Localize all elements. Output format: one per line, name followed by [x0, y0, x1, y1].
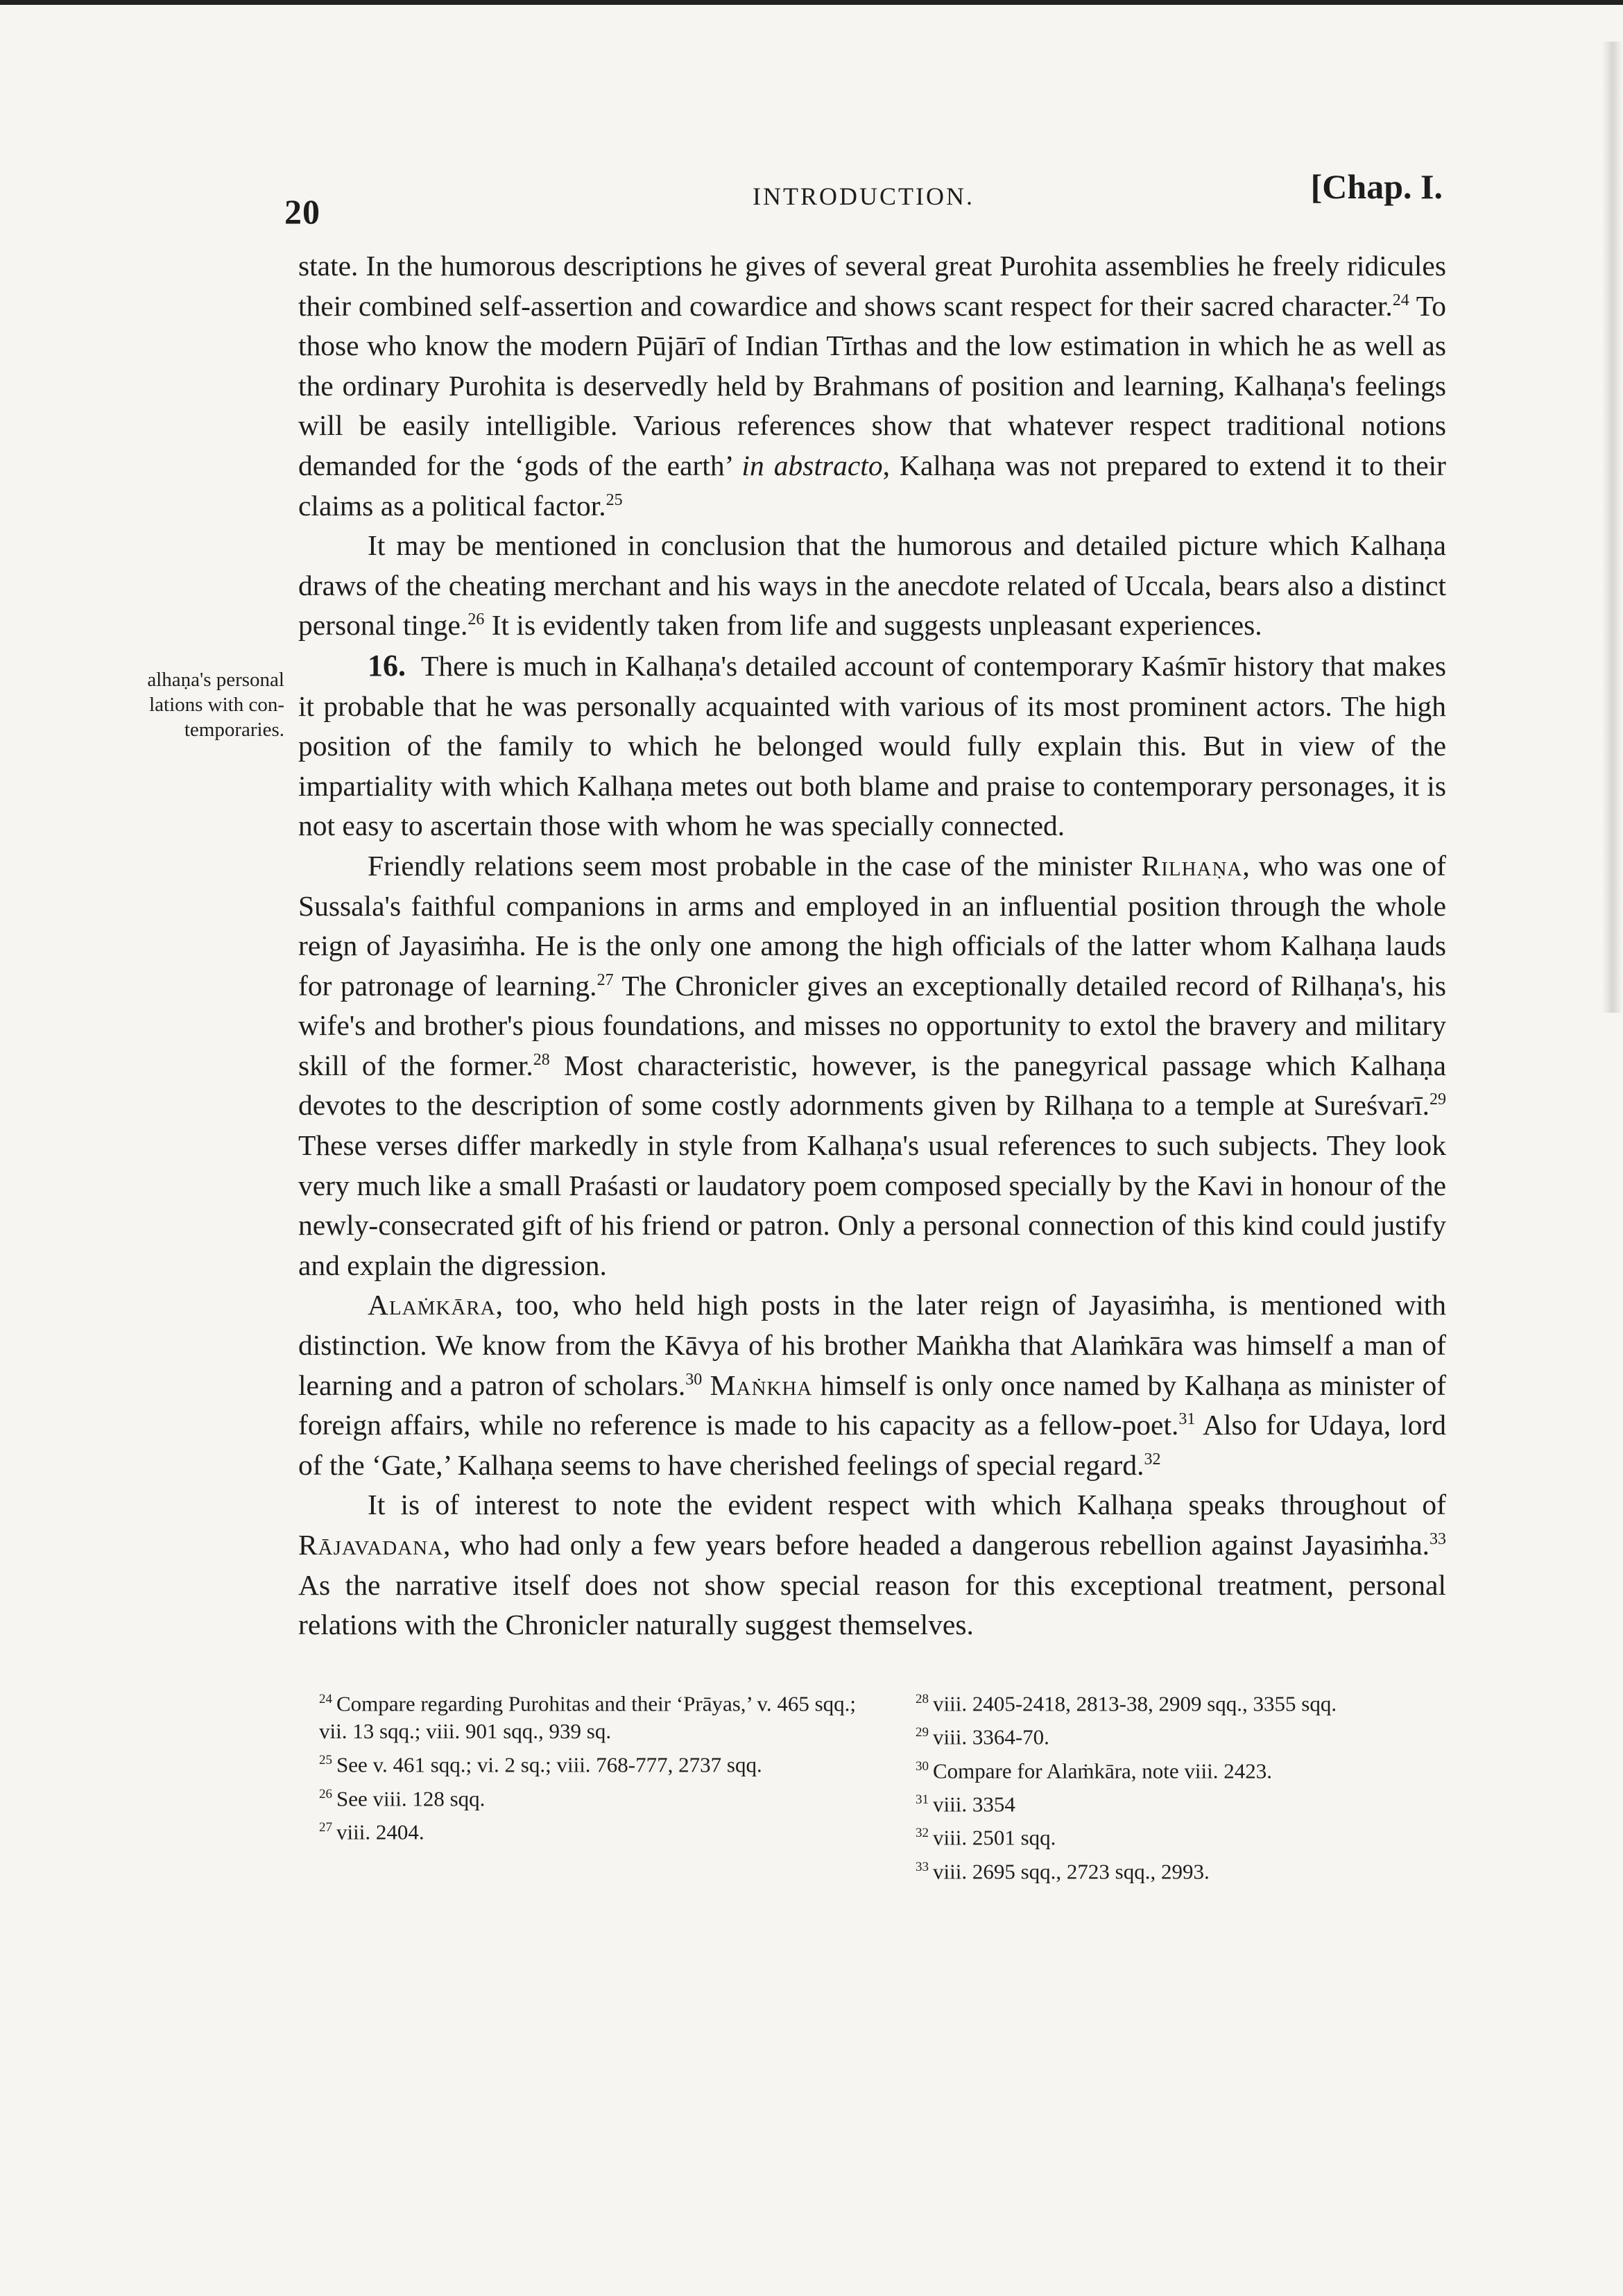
- section-number: 16.: [368, 648, 406, 683]
- footnote: $^{24}$ Compare regarding Purohitas and their ‘Prāyas,’ v. 465 sqq.; vii. 13 sqq.; viii. 901 sqq., 939 sq.: [319, 1691, 856, 1744]
- body-text: [298, 246, 1446, 1645]
- paragraph: It may be mentioned in conclusion that the humorous and detailed picture which Kalhaṇa draws of the cheating merchant and his ways in the anecdote related of Uccala, bears also a distinct personal tinge.$^{26}$ It is evidently taken from life and suggests unpleasant experiences.: [298, 529, 1446, 642]
- paragraph: Alaṁkāra, too, who held high posts in the later reign of Jayasiṁha, is mentioned with distinction. We know from the Kāvya of his brother Maṅkha that Alaṁkāra was himself a man of learning and a patron of scholars.$^{30}$ Maṅkha himself is only once named by Kalhaṇa as minister of foreign affairs, while no reference is made to his capacity as a fellow-poet.$^{31}$ Also for Udaya, lord of the ‘Gate,’ Kalhaṇa seems to have cherished feelings of special regard.$^{32}$: [298, 1289, 1447, 1481]
- footnote: $^{28}$ viii. 2405-2418, 2813-38, 2909 sqq., 3355 sqq.: [916, 1691, 1337, 1716]
- footnote: $^{33}$ viii. 2695 sqq., 2723 sqq., 2993.: [916, 1858, 1210, 1883]
- footnote-ref[interactable]: 26: [467, 610, 485, 629]
- marginal-note-line: temporaries.: [184, 719, 284, 741]
- footnote: $^{26}$ See viii. 128 sqq.: [319, 1785, 486, 1810]
- footnote-ref[interactable]: 32: [1144, 1450, 1161, 1468]
- person-name: Rilhaṇa: [1141, 849, 1243, 882]
- footnote: $^{25}$ See v. 461 sqq.; vi. 2 sq.; viii. 768-777, 2737 sqq.: [319, 1752, 762, 1777]
- marginal-note-line: lations with con-: [149, 694, 284, 716]
- page-number: 20: [284, 192, 320, 231]
- person-name: Maṅkha: [710, 1369, 813, 1401]
- top-border: [0, 0, 1623, 5]
- footnote: $^{27}$ viii. 2404.: [319, 1819, 424, 1844]
- person-name: Alaṁkāra: [368, 1289, 496, 1321]
- footnote-ref[interactable]: 30: [685, 1370, 703, 1389]
- footnote: $^{29}$ viii. 3364-70.: [916, 1724, 1049, 1749]
- footnote-ref[interactable]: 33: [1429, 1530, 1446, 1549]
- running-title: INTRODUCTION.: [753, 182, 974, 210]
- footnote: $^{31}$ viii. 3354: [916, 1792, 1015, 1817]
- marginal-note-line: alhaṇa's personal: [147, 669, 284, 691]
- footnote: $^{32}$ viii. 2501 sqq.: [916, 1825, 1056, 1850]
- footnote-ref[interactable]: 29: [1429, 1090, 1446, 1109]
- footnote-ref[interactable]: 24: [1392, 291, 1409, 309]
- footnotes: [319, 1686, 1457, 1887]
- paragraph: state. In the humorous descriptions he gives of several great Purohita assemblies he freely ridicules their combined self-assertion and cowardice and shows scant respect for their sacred character.$^{24}$ To those who know the modern Pūjārī of Indian Tīrthas and the low estimation in which he as well as the ordinary Purohita is deservedly held by Brahmans of position and learning, Kalhaṇa's feelings will be easily intelligible. Various references show that whatever respect traditional notions demanded for the ‘gods of the earth’ in abstracto, Kalhaṇa was not prepared to extend it to their claims as a political factor.$^{25}$: [298, 250, 1447, 522]
- marginal-note: [55, 667, 284, 742]
- scan-edge-shadow: [1602, 42, 1623, 1013]
- footnotes-left-column: [319, 1686, 860, 1887]
- paragraph: It is of interest to note the evident respect with which Kalhaṇa speaks throughout of Rājavadana, who had only a few years before headed a dangerous rebellion against Jayasiṁha.$^{33}$ As the narrative itself does not show special reason for this exceptional treatment, personal relations with the Chronicler naturally suggest themselves.: [298, 1489, 1446, 1641]
- footnote-ref[interactable]: 31: [1178, 1410, 1196, 1429]
- chapter-reference: [Chap. I.: [1310, 167, 1443, 206]
- footnote-ref[interactable]: 25: [606, 490, 623, 509]
- paragraph: Friendly relations seem most probable in the case of the minister Rilhaṇa, who was one of Sussala's faithful companions in arms and employed in an influential position through the whole reign of Jayasiṁha. He is the only one among the high officials of the latter whom Kalhaṇa lauds for patronage of learning.$^{27}$ The Chronicler gives an exceptionally detailed record of Rilhaṇa's, his wife's and brother's pious foundations, and misses no opportunity to extol the bravery and military skill of the former.$^{28}$ Most characteristic, however, is the panegyrical passage which Kalhaṇa devotes to the description of some costly adornments given by Rilhaṇa to a temple at Sureśvarī.$^{29}$ These verses differ markedly in style from Kalhaṇa's usual references to such subjects. They look very much like a small Praśasti or laudatory poem composed specially by the Kavi in honour of the newly-consecrated gift of his friend or patron. Only a personal connection of this kind could justify and explain the digression.: [298, 849, 1446, 1281]
- footnote-ref[interactable]: 28: [533, 1051, 550, 1070]
- footnote: $^{30}$ Compare for Alaṁkāra, note viii. 2423.: [916, 1758, 1272, 1783]
- footnotes-right-column: [916, 1686, 1457, 1887]
- section-paragraph: 16. There is much in Kalhaṇa's detailed account of contemporary Kaśmīr history that makes it probable that he was personally acquainted with various of its most prominent actors. The high position of the family to which he belonged would fully explain this. But in view of the impartiality with which Kalhaṇa metes out both blame and praise to contemporary personages, it is not easy to ascertain those with whom he was specially connected.: [298, 648, 1446, 842]
- page-header: [284, 166, 1443, 229]
- person-name: Rājavadana: [298, 1529, 444, 1561]
- footnote-ref[interactable]: 27: [596, 970, 614, 989]
